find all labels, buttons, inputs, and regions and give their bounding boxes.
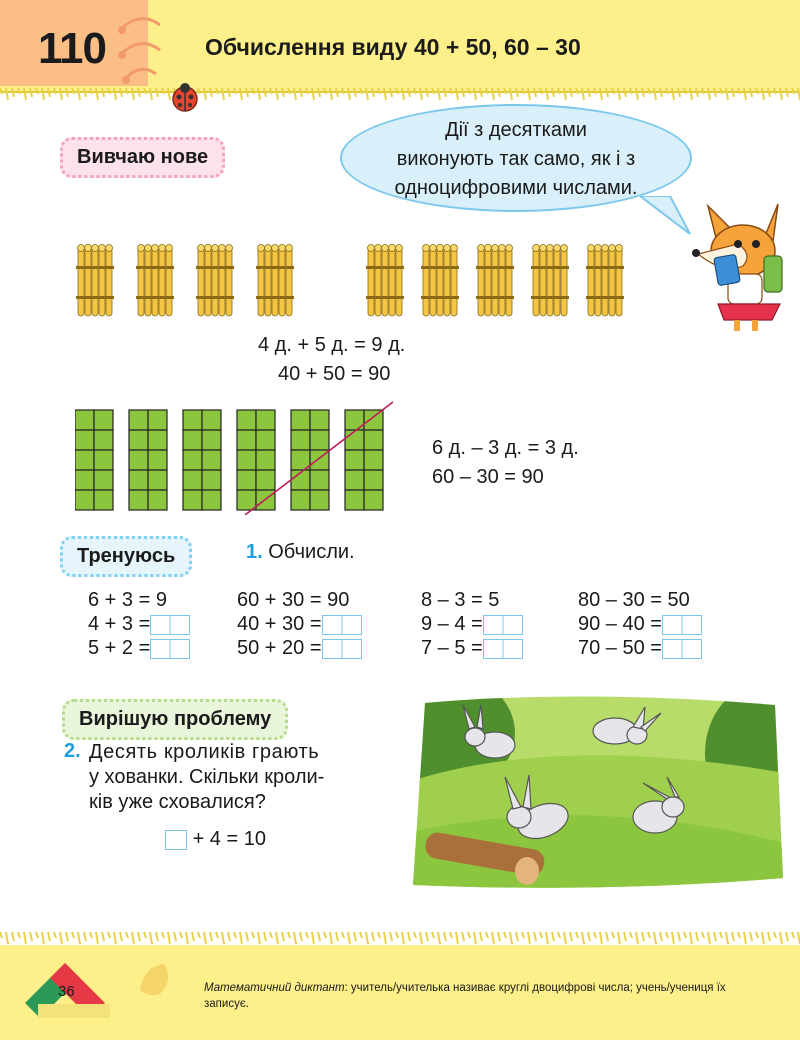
bubble-line-3: одноцифровими числами. [394, 177, 638, 199]
answer-box[interactable] [483, 639, 523, 659]
task-1-heading [246, 541, 355, 564]
equation: 9 – 4 = [421, 613, 523, 637]
ten-block [237, 410, 275, 510]
task-2-equation [165, 828, 266, 851]
task-2-text [89, 740, 389, 815]
answer-box[interactable] [322, 615, 362, 635]
ten-block [291, 410, 329, 510]
leaf-icon [134, 960, 180, 1000]
page-title: Обчислення виду 40 + 50, 60 – 30 [205, 34, 581, 60]
task-2-line-3: ків уже сховалися? [89, 791, 266, 813]
example-add-line-2: 40 + 50 = 90 [278, 363, 391, 385]
ten-block [75, 410, 113, 510]
task-2-number: 2. [64, 740, 81, 762]
example-sub-line-1: 6 д. – 3 д. = 3 д. [432, 437, 579, 459]
ten-block [129, 410, 167, 510]
answer-box[interactable] [483, 615, 523, 635]
bubble-line-2: виконують так само, як і з [396, 148, 636, 170]
answer-box[interactable] [322, 639, 362, 659]
stick-bundle [196, 245, 234, 317]
answer-box[interactable] [662, 639, 702, 659]
fox-character-icon [688, 196, 798, 331]
equation: 50 + 20 = [237, 637, 362, 661]
example-add-line-1: 4 д. + 5 д. = 9 д. [258, 334, 406, 356]
stick-bundle [136, 245, 174, 317]
equation: 6 + 3 = 9 [88, 589, 167, 611]
speech-bubble [340, 104, 692, 212]
equation-column-2 [237, 589, 362, 661]
task-2-equation-text: + 4 = 10 [192, 828, 266, 850]
stick-bundle [421, 245, 459, 317]
answer-box[interactable] [662, 615, 702, 635]
equation: 60 + 30 = 90 [237, 589, 350, 611]
equation: 4 + 3 = [88, 613, 190, 637]
ten-block [183, 410, 221, 510]
decor-swirl-icon [110, 0, 170, 92]
equation: 70 – 50 = [578, 637, 702, 661]
lesson-number: 110 [38, 24, 106, 73]
bubble-line-1: Дії з десятками [445, 119, 587, 141]
equation: 7 – 5 = [421, 637, 523, 661]
section-tag-solve-problem: Вирішую проблему [62, 699, 288, 740]
task-2-line-1: Десять кроликів грають [89, 741, 320, 763]
ten-blocks [75, 400, 415, 515]
section-tag-practice: Тренуюсь [60, 536, 192, 577]
footer-note [204, 980, 764, 1012]
section-tag-learn-new: Вивчаю нове [60, 137, 225, 178]
page-number: 36 [58, 983, 75, 1000]
ladybug-icon [168, 80, 202, 114]
task-1-text: Обчисли. [268, 541, 355, 563]
header-fringe [0, 86, 800, 108]
task-1-number: 1. [246, 541, 263, 563]
stick-bundle [586, 245, 624, 317]
task-2-line-2: у хованки. Скільки кроли- [89, 766, 325, 788]
footer-note-text: : учитель/учителька називає круглі двоцифрові числа; учень/учениця їх записує. [204, 982, 726, 1010]
answer-box[interactable] [150, 639, 190, 659]
equation: 8 – 3 = 5 [421, 589, 500, 611]
answer-box[interactable] [165, 830, 187, 850]
stick-bundle [531, 245, 569, 317]
equation: 90 – 40 = [578, 613, 702, 637]
equation-column-1 [88, 589, 190, 661]
equation: 80 – 30 = 50 [578, 589, 690, 611]
stick-bundle [366, 245, 404, 317]
rabbits-illustration [405, 693, 785, 893]
equation: 5 + 2 = [88, 637, 190, 661]
footer-note-title: Математичний диктант [204, 982, 345, 994]
answer-box[interactable] [150, 615, 190, 635]
stick-bundle [76, 245, 114, 317]
stick-bundle [256, 245, 294, 317]
stick-bundle [476, 245, 514, 317]
equation: 40 + 30 = [237, 613, 362, 637]
stick-bundles [70, 238, 640, 320]
example-sub-line-2: 60 – 30 = 90 [432, 466, 544, 488]
equation-column-3 [421, 589, 523, 661]
equation-column-4 [578, 589, 702, 661]
